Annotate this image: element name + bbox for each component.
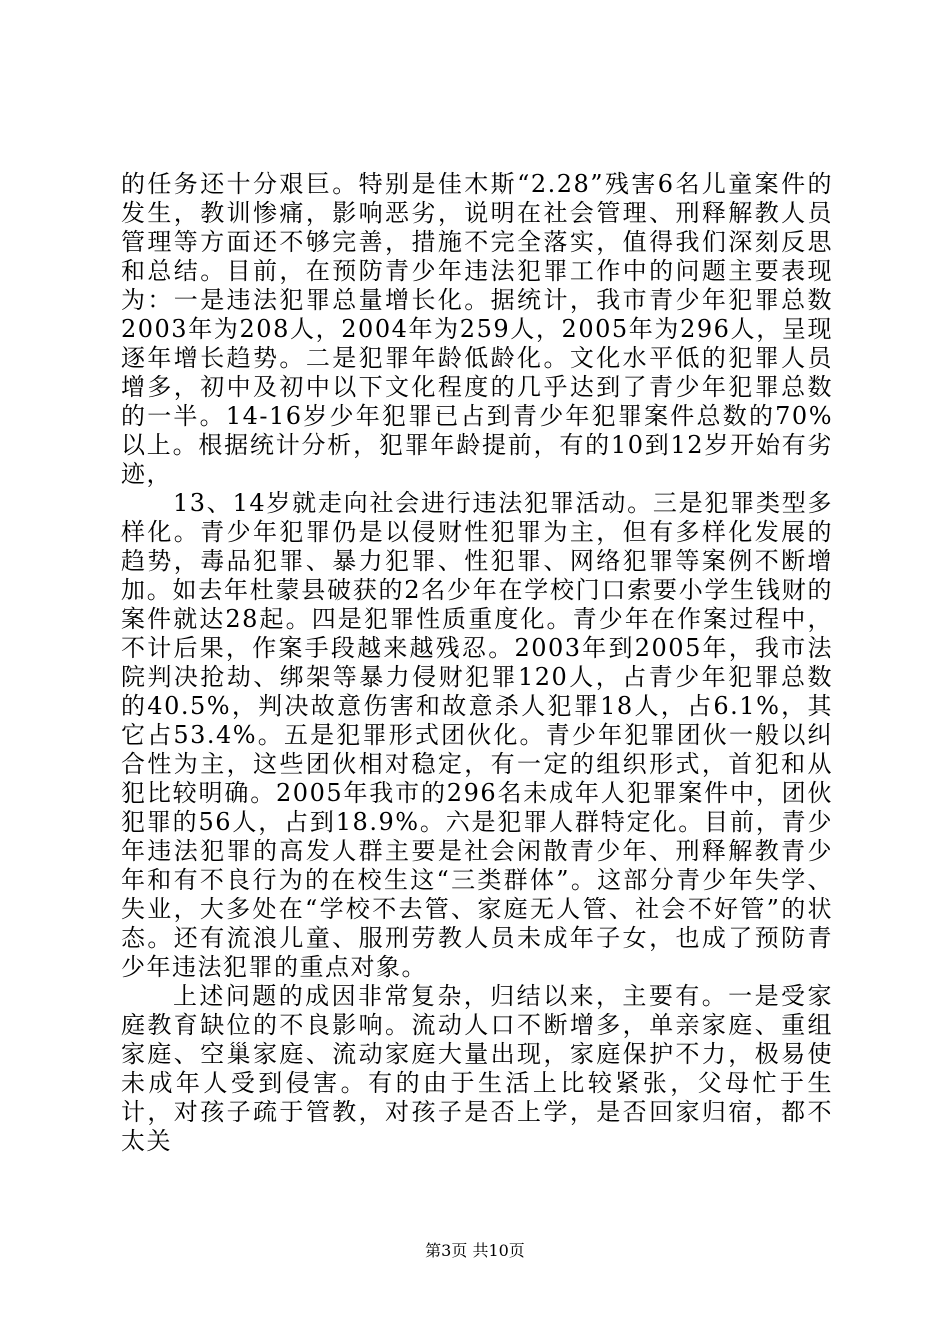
page-number-label: 第3页 共10页 bbox=[425, 1241, 525, 1260]
paragraph-1: 的任务还十分艰巨。特别是佳木斯“2.28”残害6名儿童案件的发生，教训惨痛，影响恶劣，说明在社会管理、刑释解教人员管理等方面还不够完善，措施不完全落实，值得我们深刻反思和总结。目前，在预防青少年违法犯罪工作中的问题主要表现为：一是违法犯罪总量增长化。据统计，我市青少年犯罪总数2003年为208人，2004年为259人，2005年为296人，呈现逐年增长趋势。二是犯罪年龄低龄化。文化水平低的犯罪人员增多，初中及初中以下文化程度的几乎达到了青少年犯罪总数的一半。14-16岁少年犯罪已占到青少年犯罪案件总数的70%以上。根据统计分析，犯罪年龄提前，有的10到12岁开始有劣迹， bbox=[121, 170, 833, 488]
paragraph-2: 13、14岁就走向社会进行违法犯罪活动。三是犯罪类型多样化。青少年犯罪仍是以侵财性犯罪为主，但有多样化发展的趋势，毒品犯罪、暴力犯罪、性犯罪、网络犯罪等案例不断增加。如去年杜蒙县破获的2名少年在学校门口索要小学生钱财的案件就达28起。四是犯罪性质重度化。青少年在作案过程中，不计后果，作案手段越来越残忍。2003年到2005年，我市法院判决抢劫、绑架等暴力侵财犯罪120人，占青少年犯罪总数的40.5%，判决故意伤害和故意杀人犯罪18人，占6.1%，其它占53.4%。五是犯罪形式团伙化。青少年犯罪团伙一般以纠合性为主，这些团伙相对稳定，有一定的组织形式，首犯和从犯比较明确。2005年我市的296名未成年人犯罪案件中，团伙犯罪的56人，占到18.9%。六是犯罪人群特定化。目前，青少年违法犯罪的高发人群主要是社会闲散青少年、刑释解教青少年和有不良行为的在校生这“三类群体”。这部分青少年失学、失业，大多处在“学校不去管、家庭无人管、社会不好管”的状态。还有流浪儿童、服刑劳教人员未成年子女，也成了预防青少年违法犯罪的重点对象。 bbox=[121, 489, 833, 981]
page-footer bbox=[0, 1241, 950, 1261]
paragraph-3: 上述问题的成因非常复杂，归结以来，主要有。一是受家庭教育缺位的不良影响。流动人口不断增多，单亲家庭、重组家庭、空巢家庭、流动家庭大量出现，家庭保护不力，极易使未成年人受到侵害。有的由于生活上比较紧张，父母忙于生计，对孩子疏于管教，对孩子是否上学，是否回家归宿，都不太关 bbox=[121, 982, 833, 1155]
document-body bbox=[121, 170, 833, 1156]
